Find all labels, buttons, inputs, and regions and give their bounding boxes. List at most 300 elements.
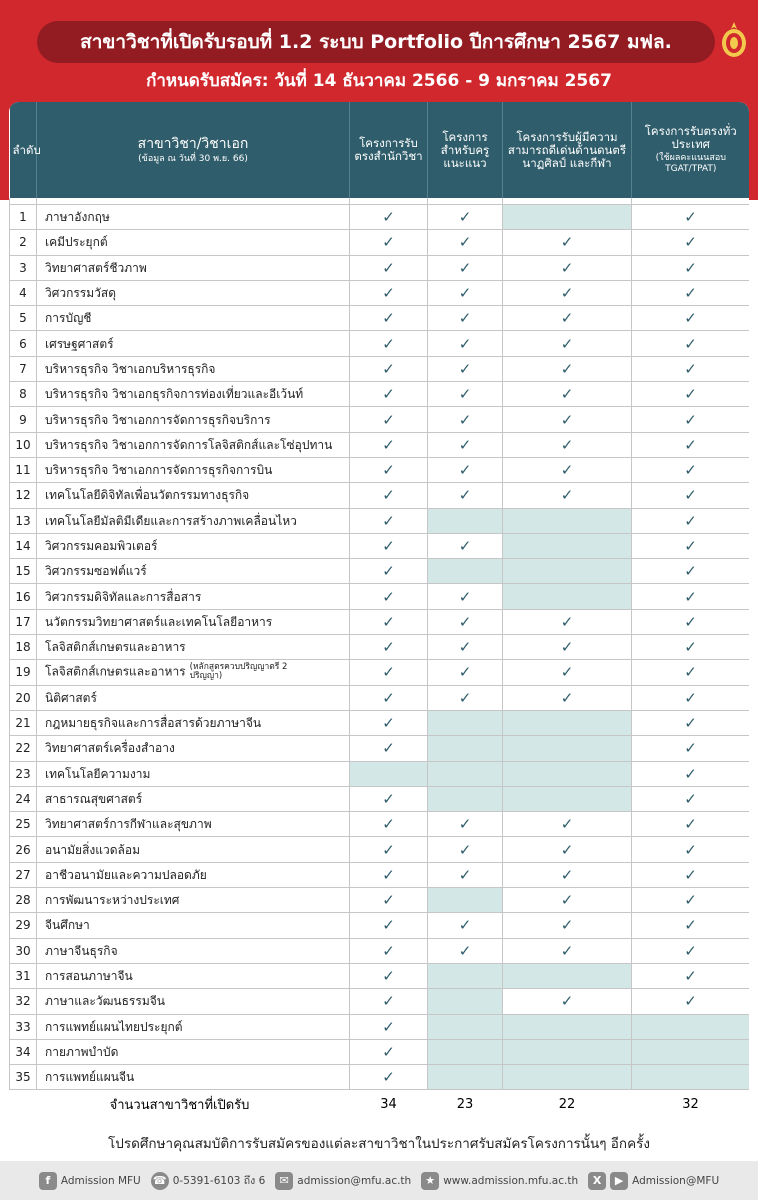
major-name: วิทยาศาสตร์ชีวภาพ [45, 260, 147, 275]
check-icon-talent: ✓ [503, 660, 632, 685]
check-icon-faculty-direct: ✓ [350, 306, 428, 331]
check-icon-talent: ✓ [503, 432, 632, 457]
university-seal-icon [720, 21, 748, 59]
total-faculty-direct: 34 [380, 1096, 397, 1112]
check-icon-nationwide: ✓ [632, 559, 750, 584]
check-icon-nationwide: ✓ [632, 255, 750, 280]
unavailable-cell-guidance-teacher [428, 786, 503, 811]
row-number: 26 [10, 837, 37, 862]
unavailable-cell-guidance-teacher [428, 1014, 503, 1039]
table-row [10, 230, 750, 255]
table-row [10, 862, 750, 887]
major-name: วิศวกรรมซอฟต์แวร์ [45, 564, 147, 579]
check-icon-faculty-direct: ✓ [350, 635, 428, 660]
unavailable-cell-talent [503, 1065, 632, 1090]
major-name-cell [37, 331, 350, 356]
check-icon-faculty-direct: ✓ [350, 710, 428, 735]
totals-row [10, 1090, 750, 1119]
major-name-cell [37, 306, 350, 331]
table-row [10, 660, 750, 685]
major-name: สาธารณสุขศาสตร์ [45, 791, 143, 806]
major-name-cell [37, 255, 350, 280]
table-row [10, 761, 750, 786]
major-name-cell [37, 559, 350, 584]
check-icon-nationwide: ✓ [632, 812, 750, 837]
check-icon-talent: ✓ [503, 862, 632, 887]
major-name: อนามัยสิ่งแวดล้อม [45, 842, 141, 857]
major-name-cell [37, 382, 350, 407]
unavailable-cell-nationwide [632, 1014, 750, 1039]
check-icon-guidance-teacher: ✓ [428, 635, 503, 660]
major-name-cell [37, 1014, 350, 1039]
check-icon-guidance-teacher: ✓ [428, 331, 503, 356]
check-icon-nationwide: ✓ [632, 685, 750, 710]
major-name-cell [37, 584, 350, 609]
check-icon-guidance-teacher: ✓ [428, 280, 503, 305]
check-icon-talent: ✓ [503, 635, 632, 660]
table-row [10, 786, 750, 811]
major-name: นวัตกรรมวิทยาศาสตร์และเทคโนโลยีอาหาร [45, 614, 273, 629]
major-name-cell [37, 609, 350, 634]
major-name: บริหารธุรกิจ วิชาเอกธุรกิจการท่องเที่ยวและอีเว้นท์ [45, 387, 304, 402]
check-icon-nationwide: ✓ [632, 331, 750, 356]
row-number: 33 [10, 1014, 37, 1039]
row-number: 31 [10, 963, 37, 988]
row-number: 2 [10, 230, 37, 255]
website-label: www.admission.mfu.ac.th [443, 1174, 579, 1187]
check-icon-talent: ✓ [503, 280, 632, 305]
unavailable-cell-nationwide [632, 1039, 750, 1064]
unavailable-cell-talent [503, 584, 632, 609]
check-icon-talent: ✓ [503, 888, 632, 913]
check-icon-talent: ✓ [503, 685, 632, 710]
major-name: กฎหมายธุรกิจและการสื่อสารด้วยภาษาจีน [45, 716, 262, 731]
check-icon-nationwide: ✓ [632, 382, 750, 407]
table-row [10, 280, 750, 305]
total-guidance-teacher: 23 [456, 1096, 474, 1112]
phone-icon: ☎ [151, 1172, 169, 1190]
major-name-cell [37, 761, 350, 786]
major-name: การแพทย์แผนจีน [45, 1070, 135, 1085]
column-header-talent: โครงการรับผู้มีความสามารถดีเด่นด้านดนตรี นาฏศิลป์ และกีฬา [503, 102, 632, 198]
check-icon-nationwide: ✓ [632, 205, 750, 230]
table-row [10, 989, 750, 1014]
check-icon-nationwide: ✓ [632, 457, 750, 482]
major-note: (หลักสูตรควบปริญญาตรี 2 ปริญญา) [189, 662, 288, 682]
check-icon-faculty-direct: ✓ [350, 837, 428, 862]
row-number: 35 [10, 1065, 37, 1090]
major-name: การสอนภาษาจีน [45, 969, 133, 984]
unavailable-cell-talent [503, 559, 632, 584]
check-icon-guidance-teacher: ✓ [428, 533, 503, 558]
major-name: โลจิสติกส์เกษตรและอาหาร [45, 664, 186, 679]
check-icon-faculty-direct: ✓ [350, 230, 428, 255]
check-icon-faculty-direct: ✓ [350, 205, 428, 230]
major-name: ภาษาจีนธุรกิจ [45, 943, 118, 958]
major-name-cell [37, 407, 350, 432]
check-icon-faculty-direct: ✓ [350, 483, 428, 508]
check-icon-talent: ✓ [503, 938, 632, 963]
major-name: การแพทย์แผนไทยประยุกต์ [45, 1019, 183, 1034]
table-row [10, 407, 750, 432]
row-number: 4 [10, 280, 37, 305]
x-icon: X [588, 1172, 606, 1190]
row-number: 14 [10, 533, 37, 558]
table-row [10, 609, 750, 634]
check-icon-guidance-teacher: ✓ [428, 862, 503, 887]
majors-table [9, 102, 749, 1118]
column-header-nationwide: โครงการรับตรงทั่วประเทศ (ใช้ผลคะแนนสอบ TGAT/TPAT) [632, 102, 750, 198]
major-name-cell [37, 280, 350, 305]
check-icon-talent: ✓ [503, 331, 632, 356]
unavailable-cell-talent [503, 205, 632, 230]
unavailable-cell-guidance-teacher [428, 989, 503, 1014]
check-icon-nationwide: ✓ [632, 736, 750, 761]
row-number: 32 [10, 989, 37, 1014]
social-contact[interactable] [588, 1172, 719, 1190]
check-icon-talent: ✓ [503, 609, 632, 634]
column-header-faculty-direct: โครงการรับตรงสำนักวิชา [350, 102, 428, 198]
major-name-cell [37, 660, 350, 685]
table-row [10, 963, 750, 988]
column-header-number: ลำดับ [10, 102, 37, 198]
major-name-cell [37, 888, 350, 913]
facebook-label: Admission MFU [60, 1174, 141, 1187]
table-row [10, 382, 750, 407]
unavailable-cell-nationwide [632, 1065, 750, 1090]
check-icon-guidance-teacher: ✓ [428, 457, 503, 482]
table-row [10, 736, 750, 761]
row-number: 20 [10, 685, 37, 710]
social-label: Admission@MFU [632, 1174, 720, 1187]
check-icon-guidance-teacher: ✓ [428, 356, 503, 381]
majors-table-container [9, 102, 749, 1118]
row-number: 18 [10, 635, 37, 660]
row-number: 22 [10, 736, 37, 761]
total-nationwide: 32 [682, 1096, 699, 1112]
application-period: กำหนดรับสมัคร: วันที่ 14 ธันวาคม 2566 - 9 มกราคม 2567 [146, 71, 612, 91]
check-icon-guidance-teacher: ✓ [428, 205, 503, 230]
unavailable-cell-guidance-teacher [428, 761, 503, 786]
check-icon-faculty-direct: ✓ [350, 786, 428, 811]
check-icon-faculty-direct: ✓ [350, 457, 428, 482]
unavailable-cell-talent [503, 963, 632, 988]
table-row [10, 1014, 750, 1039]
check-icon-faculty-direct: ✓ [350, 356, 428, 381]
check-icon-nationwide: ✓ [632, 432, 750, 457]
major-name-cell [37, 457, 350, 482]
row-number: 19 [10, 660, 37, 685]
major-name: เคมีประยุกต์ [45, 235, 108, 250]
unavailable-cell-guidance-teacher [428, 888, 503, 913]
major-name-cell [37, 230, 350, 255]
facebook-icon: f [39, 1172, 57, 1190]
major-name: บริหารธุรกิจ วิชาเอกการจัดการโลจิสติกส์และโซ่อุปทาน [45, 437, 333, 452]
table-row [10, 205, 750, 230]
check-icon-nationwide: ✓ [632, 483, 750, 508]
major-name-cell [37, 989, 350, 1014]
check-icon-nationwide: ✓ [632, 660, 750, 685]
row-number: 28 [10, 888, 37, 913]
page-title: สาขาวิชาที่เปิดรับรอบที่ 1.2 ระบบ Portfolio ปีการศึกษา 2567 มฟล. [37, 21, 715, 63]
check-icon-guidance-teacher: ✓ [428, 913, 503, 938]
major-name: เทคโนโลยีความงาม [45, 766, 151, 781]
footnote: โปรดศึกษาคุณสมบัติการรับสมัครของแต่ละสาขาวิชาในประกาศรับสมัครโครงการนั้นๆ อีกครั้ง [108, 1136, 650, 1152]
table-row [10, 685, 750, 710]
row-number: 25 [10, 812, 37, 837]
major-name-cell [37, 685, 350, 710]
check-icon-faculty-direct: ✓ [350, 1065, 428, 1090]
major-name: วิศวกรรมคอมพิวเตอร์ [45, 539, 158, 553]
major-name-cell [37, 963, 350, 988]
row-number: 5 [10, 306, 37, 331]
check-icon-guidance-teacher: ✓ [428, 837, 503, 862]
row-number: 9 [10, 407, 37, 432]
major-name-cell [37, 812, 350, 837]
total-talent: 22 [558, 1096, 576, 1112]
email-label: admission@mfu.ac.th [297, 1174, 412, 1187]
check-icon-nationwide: ✓ [632, 609, 750, 634]
check-icon-talent: ✓ [503, 382, 632, 407]
unavailable-cell-guidance-teacher [428, 559, 503, 584]
table-row [10, 938, 750, 963]
row-number: 3 [10, 255, 37, 280]
check-icon-faculty-direct: ✓ [350, 938, 428, 963]
row-number: 16 [10, 584, 37, 609]
unavailable-cell-talent [503, 786, 632, 811]
check-icon-faculty-direct: ✓ [350, 963, 428, 988]
check-icon-guidance-teacher: ✓ [428, 255, 503, 280]
major-name-cell [37, 938, 350, 963]
column-header-guidance-teacher: โครงการสำหรับครูแนะแนว [428, 102, 503, 198]
check-icon-talent: ✓ [503, 230, 632, 255]
check-icon-faculty-direct: ✓ [350, 508, 428, 533]
table-row [10, 635, 750, 660]
table-row [10, 812, 750, 837]
check-icon-nationwide: ✓ [632, 913, 750, 938]
table-row [10, 888, 750, 913]
unavailable-cell-talent [503, 1014, 632, 1039]
check-icon-guidance-teacher: ✓ [428, 382, 503, 407]
major-name: บริหารธุรกิจ วิชาเอกการจัดการธุรกิจการบิน [45, 463, 273, 478]
check-icon-talent: ✓ [503, 356, 632, 381]
phone-contact[interactable] [151, 1172, 266, 1190]
check-icon-guidance-teacher: ✓ [428, 432, 503, 457]
check-icon-nationwide: ✓ [632, 407, 750, 432]
row-number: 17 [10, 609, 37, 634]
phone-label: 0-5391-6103 ถึง 6 [172, 1175, 266, 1187]
check-icon-faculty-direct: ✓ [350, 407, 428, 432]
table-row [10, 432, 750, 457]
unavailable-cell-talent [503, 508, 632, 533]
check-icon-nationwide: ✓ [632, 862, 750, 887]
check-icon-guidance-teacher: ✓ [428, 230, 503, 255]
check-icon-guidance-teacher: ✓ [428, 584, 503, 609]
check-icon-nationwide: ✓ [632, 635, 750, 660]
unavailable-cell-guidance-teacher [428, 508, 503, 533]
major-name-cell [37, 913, 350, 938]
table-row [10, 306, 750, 331]
unavailable-cell-guidance-teacher [428, 1065, 503, 1090]
row-number: 7 [10, 356, 37, 381]
major-name: อาชีวอนามัยและความปลอดภัย [45, 867, 207, 882]
table-row [10, 710, 750, 735]
row-number: 24 [10, 786, 37, 811]
check-icon-guidance-teacher: ✓ [428, 609, 503, 634]
major-name: ภาษาและวัฒนธรรมจีน [45, 994, 165, 1009]
row-number: 1 [10, 205, 37, 230]
check-icon-faculty-direct: ✓ [350, 862, 428, 887]
facebook-contact[interactable] [39, 1172, 141, 1190]
row-number: 29 [10, 913, 37, 938]
check-icon-talent: ✓ [503, 306, 632, 331]
check-icon-guidance-teacher: ✓ [428, 483, 503, 508]
check-icon-talent: ✓ [503, 913, 632, 938]
table-row [10, 559, 750, 584]
row-number: 34 [10, 1039, 37, 1064]
check-icon-guidance-teacher: ✓ [428, 812, 503, 837]
major-name: กายภาพบำบัด [45, 1044, 119, 1059]
check-icon-faculty-direct: ✓ [350, 685, 428, 710]
column-header-major: สาขาวิชา/วิชาเอก (ข้อมูล ณ วันที่ 30 พ.ย. 66) [37, 102, 350, 198]
unavailable-cell-talent [503, 533, 632, 558]
check-icon-guidance-teacher: ✓ [428, 938, 503, 963]
unavailable-cell-talent [503, 736, 632, 761]
unavailable-cell-guidance-teacher [428, 1039, 503, 1064]
row-number: 27 [10, 862, 37, 887]
email-icon: ✉ [275, 1172, 293, 1190]
major-name: วิศวกรรมวัสดุ [45, 286, 117, 301]
major-name-cell [37, 508, 350, 533]
major-name-cell [37, 862, 350, 887]
check-icon-faculty-direct: ✓ [350, 989, 428, 1014]
major-name: จีนศึกษา [45, 918, 90, 933]
check-icon-talent: ✓ [503, 457, 632, 482]
check-icon-faculty-direct: ✓ [350, 432, 428, 457]
check-icon-nationwide: ✓ [632, 786, 750, 811]
check-icon-faculty-direct: ✓ [350, 660, 428, 685]
check-icon-nationwide: ✓ [632, 888, 750, 913]
check-icon-faculty-direct: ✓ [350, 1039, 428, 1064]
check-icon-faculty-direct: ✓ [350, 280, 428, 305]
check-icon-faculty-direct: ✓ [350, 331, 428, 356]
website-contact[interactable] [421, 1172, 578, 1190]
major-name: นิติศาสตร์ [45, 690, 97, 705]
major-name-cell [37, 1065, 350, 1090]
major-name: วิศวกรรมดิจิทัลและการสื่อสาร [45, 589, 202, 604]
check-icon-faculty-direct: ✓ [350, 533, 428, 558]
check-icon-talent: ✓ [503, 837, 632, 862]
row-number: 12 [10, 483, 37, 508]
major-name-cell [37, 432, 350, 457]
major-name: โลจิสติกส์เกษตรและอาหาร [45, 640, 186, 655]
table-row [10, 457, 750, 482]
major-name-cell [37, 786, 350, 811]
row-number: 30 [10, 938, 37, 963]
major-name: การบัญชี [45, 311, 92, 326]
check-icon-nationwide: ✓ [632, 584, 750, 609]
check-icon-faculty-direct: ✓ [350, 382, 428, 407]
major-name: เศรษฐศาสตร์ [45, 336, 114, 351]
table-row [10, 533, 750, 558]
check-icon-nationwide: ✓ [632, 761, 750, 786]
email-contact[interactable] [275, 1172, 411, 1190]
check-icon-nationwide: ✓ [632, 938, 750, 963]
contact-footer [0, 1161, 758, 1200]
check-icon-nationwide: ✓ [632, 306, 750, 331]
check-icon-faculty-direct: ✓ [350, 559, 428, 584]
major-name: บริหารธุรกิจ วิชาเอกบริหารธุรกิจ [45, 361, 216, 376]
major-name: บริหารธุรกิจ วิชาเอกการจัดการธุรกิจบริการ [45, 412, 271, 427]
major-name: วิทยาศาสตร์การกีฬาและสุขภาพ [45, 817, 212, 832]
unavailable-cell-guidance-teacher [428, 963, 503, 988]
check-icon-faculty-direct: ✓ [350, 255, 428, 280]
table-row [10, 1065, 750, 1090]
check-icon-nationwide: ✓ [632, 963, 750, 988]
unavailable-cell-guidance-teacher [428, 710, 503, 735]
check-icon-talent: ✓ [503, 812, 632, 837]
table-row [10, 483, 750, 508]
major-name-cell [37, 1039, 350, 1064]
table-row [10, 331, 750, 356]
table-row [10, 508, 750, 533]
check-icon-talent: ✓ [503, 407, 632, 432]
check-icon-faculty-direct: ✓ [350, 736, 428, 761]
check-icon-nationwide: ✓ [632, 533, 750, 558]
major-name-cell [37, 483, 350, 508]
table-row [10, 1039, 750, 1064]
check-icon-faculty-direct: ✓ [350, 609, 428, 634]
unavailable-cell-talent [503, 710, 632, 735]
major-name-cell [37, 837, 350, 862]
check-icon-guidance-teacher: ✓ [428, 407, 503, 432]
check-icon-nationwide: ✓ [632, 989, 750, 1014]
check-icon-guidance-teacher: ✓ [428, 306, 503, 331]
check-icon-faculty-direct: ✓ [350, 913, 428, 938]
major-name: การพัฒนาระหว่างประเทศ [45, 893, 180, 908]
check-icon-nationwide: ✓ [632, 837, 750, 862]
unavailable-cell-guidance-teacher [428, 736, 503, 761]
row-number: 11 [10, 457, 37, 482]
row-number: 21 [10, 710, 37, 735]
check-icon-nationwide: ✓ [632, 508, 750, 533]
table-row [10, 837, 750, 862]
major-name-cell [37, 205, 350, 230]
table-row [10, 913, 750, 938]
check-icon-talent: ✓ [503, 989, 632, 1014]
star-icon: ★ [421, 1172, 439, 1190]
major-name: ภาษาอังกฤษ [45, 210, 110, 225]
unavailable-cell-faculty-direct [350, 761, 428, 786]
check-icon-nationwide: ✓ [632, 280, 750, 305]
check-icon-nationwide: ✓ [632, 710, 750, 735]
check-icon-faculty-direct: ✓ [350, 584, 428, 609]
check-icon-faculty-direct: ✓ [350, 1014, 428, 1039]
major-name-cell [37, 635, 350, 660]
row-number: 13 [10, 508, 37, 533]
check-icon-talent: ✓ [503, 255, 632, 280]
major-name: เทคโนโลยีมัลติมีเดียและการสร้างภาพเคลื่อนไหว [45, 513, 297, 528]
row-number: 10 [10, 432, 37, 457]
row-number: 15 [10, 559, 37, 584]
check-icon-talent: ✓ [503, 483, 632, 508]
check-icon-nationwide: ✓ [632, 356, 750, 381]
check-icon-faculty-direct: ✓ [350, 888, 428, 913]
major-name-cell [37, 710, 350, 735]
major-name-cell [37, 356, 350, 381]
major-name-cell [37, 736, 350, 761]
major-name: เทคโนโลยีดิจิทัลเพื่อนวัตกรรมทางธุรกิจ [45, 488, 250, 503]
